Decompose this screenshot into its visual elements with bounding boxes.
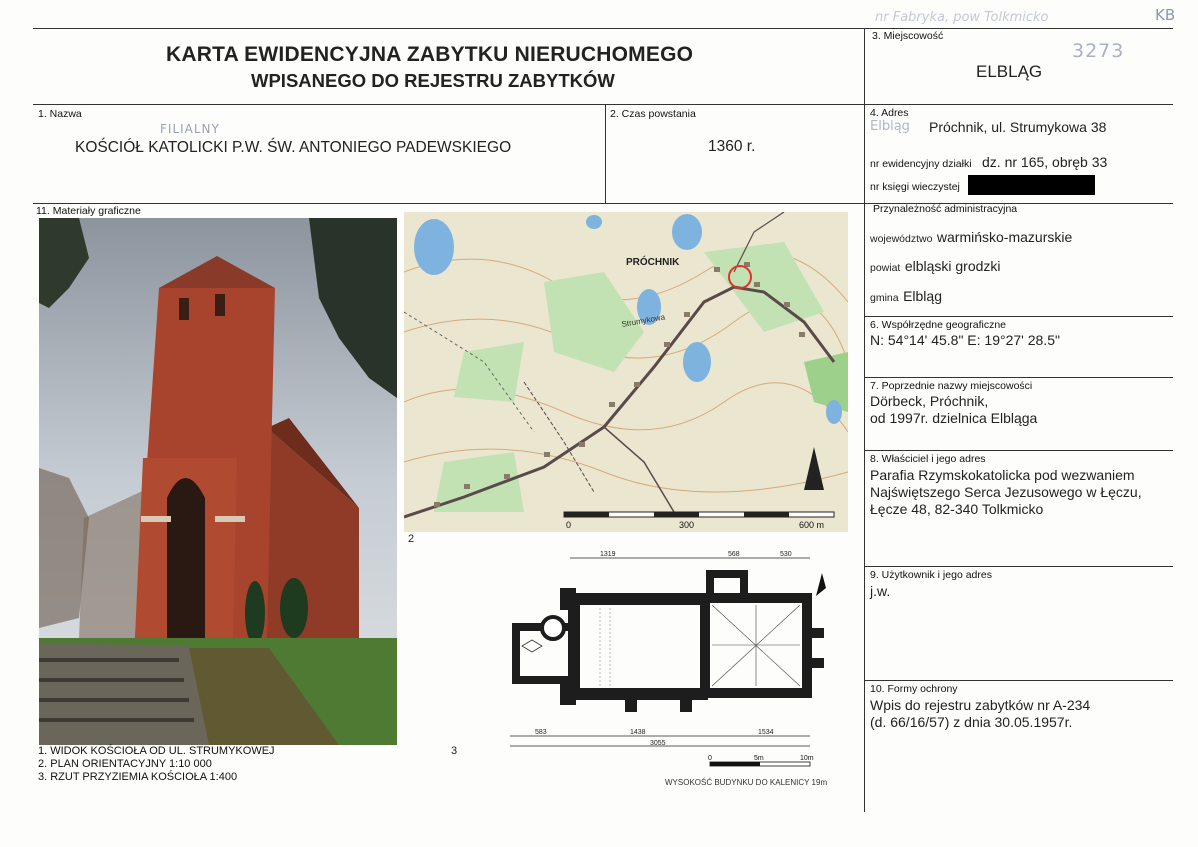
name-time-divider	[605, 104, 606, 203]
owner-bottom-line	[864, 566, 1173, 567]
gmina-row	[870, 288, 942, 306]
plan-dim-top-3: 530	[780, 551, 792, 558]
plan-scale-0: 0	[708, 755, 712, 762]
dzialka-label: nr ewidencyjny działki	[870, 158, 972, 170]
plan-height-note: WYSOKOŚĆ BUDYNKU DO KALENICY 19m	[665, 778, 828, 787]
map-scale-0: 0	[566, 520, 572, 530]
map-village-label: PRÓCHNIK	[626, 257, 680, 268]
plan-scale-5: 5m	[754, 755, 764, 762]
redaction-bar	[968, 175, 1095, 195]
wlasciciel-label: 8. Właściciel i jego adres	[870, 453, 986, 465]
adres-label: 4. Adres	[870, 107, 909, 119]
wspolrzedne-value: N: 54°14' 45.8" E: 19°27' 28.5"	[870, 332, 1060, 348]
floor-plan	[480, 548, 850, 793]
uzytkownik-value: j.w.	[870, 583, 891, 599]
handwritten-filialny: FILIALNY	[160, 122, 220, 136]
powiat-row	[870, 258, 1001, 276]
czas-value: 1360 r.	[708, 138, 756, 155]
orientation-map	[404, 212, 848, 532]
card-subtitle: WPISANEGO DO REJESTRU ZABYTKÓW	[251, 70, 615, 91]
ochrona-line2: (d. 66/16/57) z dnia 30.05.1957r.	[870, 714, 1073, 730]
plan-dim-bottom-1: 583	[535, 729, 547, 736]
church-photo	[39, 218, 397, 745]
powiat-label: powiat	[870, 262, 901, 274]
wojewodztwo-row	[870, 229, 1072, 247]
uzytkownik-label: 9. Użytkownik i jego adres	[870, 569, 992, 581]
poprzednie-label: 7. Poprzednie nazwy miejscowości	[870, 380, 1033, 392]
plan-dim-total: 3055	[650, 740, 666, 747]
miejscowosc-value: ELBLĄG	[976, 62, 1043, 81]
plan-dim-bottom-2: 1438	[630, 729, 646, 736]
handwritten-elblag: Elbląg	[870, 119, 910, 134]
czas-label: 2. Czas powstania	[610, 108, 696, 120]
adres-value: Próchnik, ul. Strumykowa 38	[929, 119, 1107, 135]
wlasciciel-line1: Parafia Rzymskokatolicka pod wezwaniem	[870, 467, 1135, 483]
plan-scale-10: 10m	[800, 755, 814, 762]
adm-bottom-line	[864, 316, 1173, 317]
gmina-value: Elbląg	[903, 288, 942, 304]
poprzednie-line1: Dörbeck, Próchnik,	[870, 393, 989, 409]
materialy-label: 11. Materiały graficzne	[36, 205, 141, 217]
caption-1: 1. WIDOK KOŚCIOŁA OD UL. STRUMYKOWEJ	[38, 745, 275, 757]
wojewodztwo-label: województwo	[870, 233, 933, 245]
map-scale-600: 600 m	[799, 520, 825, 530]
dzialka-value: dz. nr 165, obręb 33	[982, 154, 1108, 170]
ochrona-label: 10. Formy ochrony	[870, 683, 958, 695]
handwritten-corner-mark: KB	[1155, 6, 1176, 24]
plan-north-arrow-icon	[816, 573, 826, 596]
plan-dim-bottom-3: 1534	[758, 729, 774, 736]
frame-top-line	[33, 28, 1173, 29]
plan-dim-top-1: 1319	[600, 551, 616, 558]
right-column-divider	[864, 28, 865, 812]
miejscowosc-label: 3. Miejscowość	[872, 30, 944, 42]
coord-bottom-line	[864, 377, 1173, 378]
przynaleznosc-label: Przynależność administracyjna	[873, 203, 1018, 215]
wlasciciel-line3: Łęcze 48, 82-340 Tolkmicko	[870, 501, 1044, 517]
prev-names-bottom-line	[864, 450, 1173, 451]
nazwa-value: KOŚCIÓŁ KATOLICKI P.W. ŚW. ANTONIEGO PADEWSKIEGO	[75, 139, 512, 156]
ochrona-line1: Wpis do rejestru zabytków nr A-234	[870, 697, 1091, 713]
header-bottom-line	[33, 104, 1173, 105]
caption-2: 2. PLAN ORIENTACYJNY 1:10 000	[38, 758, 212, 770]
handwritten-top-note: nr Fabryka, pow Tolkmicko	[875, 10, 1049, 25]
map-figure-number: 2	[408, 533, 415, 545]
plan-dim-top-2: 568	[728, 551, 740, 558]
wlasciciel-line2: Najświętszego Serca Jezusowego w Łęczu,	[870, 484, 1142, 500]
powiat-value: elbląski grodzki	[904, 258, 1001, 274]
poprzednie-line2: od 1997r. dzielnica Elbląga	[870, 410, 1038, 426]
map-scale-300: 300	[679, 520, 695, 530]
wspolrzedne-label: 6. Współrzędne geograficzne	[870, 319, 1006, 331]
nazwa-label: 1. Nazwa	[38, 108, 82, 120]
card-title: KARTA EWIDENCYJNA ZABYTKU NIERUCHOMEGO	[166, 43, 694, 66]
user-bottom-line	[864, 680, 1173, 681]
caption-3: 3. RZUT PRZYZIEMIA KOŚCIOŁA 1:400	[38, 771, 238, 783]
plan-figure-number: 3	[451, 745, 458, 757]
map-road-label: Strumykowa	[620, 312, 666, 329]
wojewodztwo-value: warmińsko-mazurskie	[936, 229, 1073, 245]
ksiega-label: nr księgi wieczystej	[870, 181, 960, 193]
gmina-label: gmina	[870, 292, 899, 304]
handwritten-number: 3273	[1072, 40, 1125, 62]
